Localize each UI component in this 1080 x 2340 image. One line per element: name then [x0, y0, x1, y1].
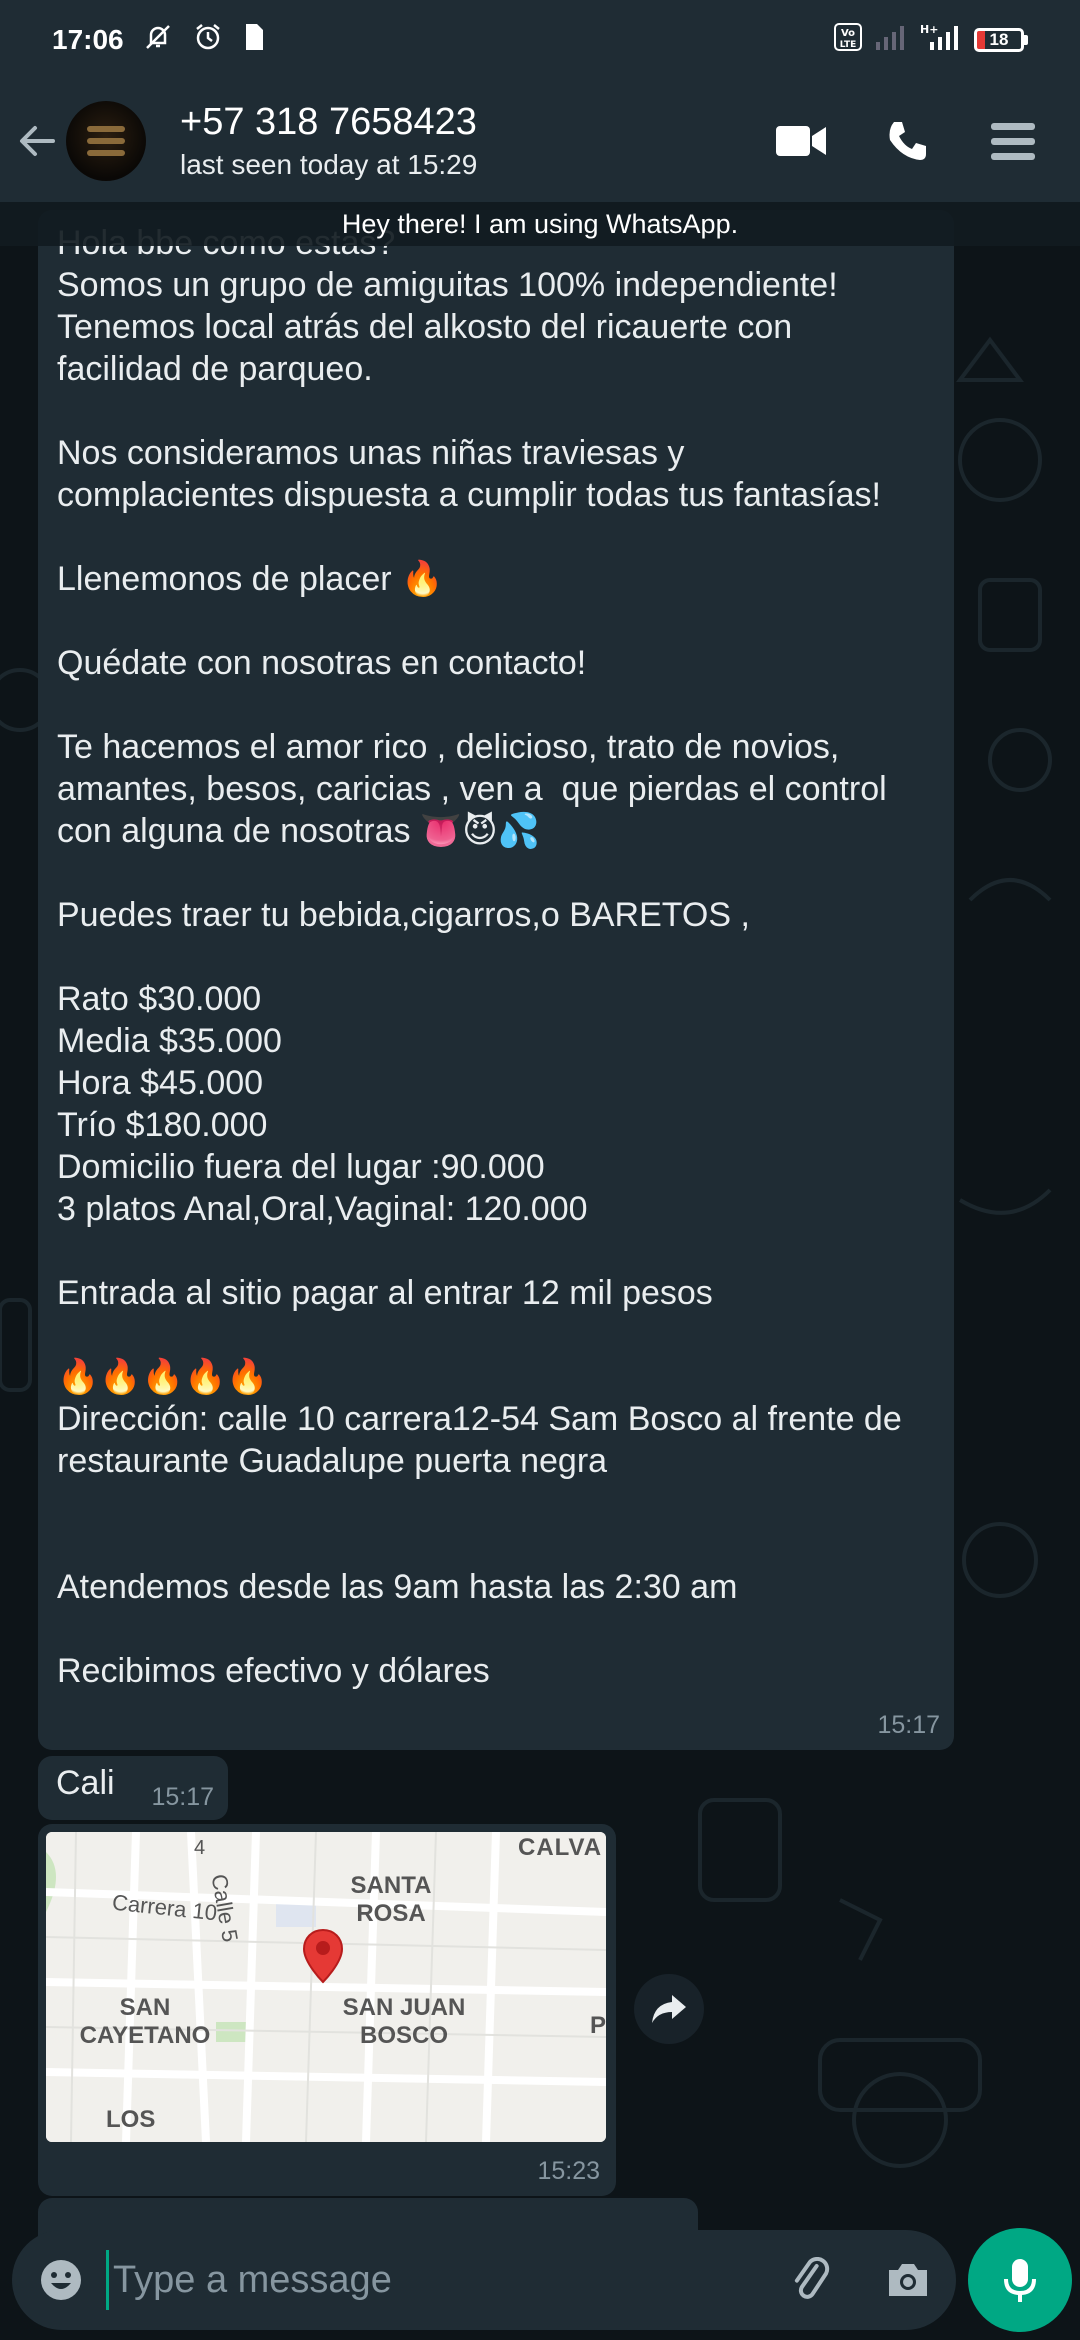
emoji-icon	[38, 2257, 84, 2303]
mic-icon	[1003, 2257, 1037, 2303]
message-text: Cali	[56, 1764, 115, 1802]
map-pin-icon	[302, 1928, 344, 1984]
menu-icon	[991, 121, 1035, 161]
message-line: Media $35.000	[57, 1022, 282, 1060]
message-line	[57, 1524, 936, 1566]
message-line: Trío $180.000	[57, 1106, 268, 1144]
map-label: SAN CAYETANO	[79, 1994, 211, 2049]
message-line: Domicilio fuera del lugar :90.000	[57, 1148, 545, 1186]
message-line: Dirección: calle 10 carrera12-54 Sam Bosco al frente de	[57, 1400, 902, 1438]
message-line: Entrada al sitio pagar al entrar 12 mil pesos	[57, 1274, 713, 1312]
signal-strength-hplus-icon	[920, 22, 962, 59]
camera-icon	[885, 2260, 931, 2300]
contact-about-banner: Hey there! I am using WhatsApp.	[0, 202, 1080, 246]
battery-level: 18	[989, 30, 1009, 49]
message-line: amantes, besos, caricias , ven a que pierdas el control	[57, 770, 887, 808]
message-line	[57, 1482, 936, 1524]
incoming-message-bubble[interactable]	[38, 1756, 228, 1820]
sim-card-icon	[242, 22, 266, 59]
map-streets	[46, 1832, 606, 2142]
map-label: CALVA	[518, 1834, 603, 1861]
mic-button[interactable]	[968, 2228, 1072, 2332]
message-line	[57, 936, 936, 978]
message-time: 15:23	[537, 2157, 600, 2185]
incoming-message-bubble[interactable]	[38, 210, 954, 1750]
back-button[interactable]	[4, 101, 70, 181]
status-time: 17:06	[52, 24, 124, 55]
message-line: restaurante Guadalupe puerta negra	[57, 1442, 608, 1480]
svg-text:LTE: LTE	[839, 39, 857, 50]
message-line	[57, 516, 936, 558]
phone-icon	[885, 119, 929, 163]
message-line: facilidad de parqueo.	[57, 350, 373, 388]
contact-name: +57 318 7658423	[180, 101, 477, 143]
svg-text:H+: H+	[920, 22, 939, 36]
message-line: Atendemos desde las 9am hasta las 2:30 am	[57, 1568, 738, 1606]
map-label: Carrera 10	[111, 1889, 219, 1926]
message-line: con alguna de nosotras 👅😈💦	[57, 812, 541, 850]
message-line: Somos un grupo de amiguitas 100% independiente!	[57, 266, 838, 304]
message-line: complacientes dispuesta a cumplir todas tus fantasías!	[57, 476, 881, 514]
video-call-icon	[776, 124, 826, 158]
video-call-button[interactable]	[748, 91, 854, 191]
map-label: SANTA ROSA	[350, 1872, 432, 1927]
attach-button[interactable]	[764, 2230, 860, 2330]
contact-avatar[interactable]	[66, 101, 146, 181]
map-label: 4	[194, 1837, 206, 1859]
message-line: Tenemos local atrás del alkosto del ricauerte con	[57, 308, 793, 346]
map-label: SAN JUAN BOSCO	[342, 1994, 466, 2049]
message-line: Llenemonos de placer 🔥	[57, 560, 444, 598]
message-line	[57, 1608, 936, 1650]
message-line	[57, 1314, 936, 1356]
message-line	[57, 390, 936, 432]
message-line: Te hacemos el amor rico , delicioso, trato de novios,	[57, 728, 840, 766]
camera-button[interactable]	[860, 2230, 956, 2330]
message-composer	[12, 2230, 956, 2330]
forward-icon	[650, 1993, 688, 2025]
map-label: Calle 5	[206, 1872, 243, 1944]
alarm-icon	[192, 21, 224, 60]
chat-header	[0, 80, 1080, 202]
message-line: 3 platos Anal,Oral,Vaginal: 120.000	[57, 1190, 588, 1228]
location-message-bubble[interactable]	[38, 1824, 616, 2196]
message-input[interactable]	[106, 2250, 764, 2310]
message-line: Puedes traer tu bebida,cigarros,o BARETOS ,	[57, 896, 750, 934]
message-line: 🔥🔥🔥🔥🔥	[57, 1358, 269, 1396]
message-line: Recibimos efectivo y dólares	[57, 1652, 490, 1690]
paperclip-icon	[789, 2257, 835, 2303]
contact-last-seen: last seen today at 15:29	[180, 149, 478, 180]
message-time: 15:17	[877, 1711, 940, 1739]
message-line: Rato $30.000	[57, 980, 262, 1018]
svg-text:Vo: Vo	[840, 27, 856, 39]
message-line: Quédate con nosotras en contacto!	[57, 644, 587, 682]
map-label: LOS	[106, 2106, 156, 2133]
volte-icon	[834, 22, 862, 59]
message-line: Nos consideramos unas niñas traviesas y	[57, 434, 685, 472]
signal-strength-icon	[874, 22, 908, 59]
status-bar	[0, 0, 1080, 80]
menu-button[interactable]	[960, 91, 1066, 191]
battery-icon	[974, 28, 1028, 52]
location-map-preview[interactable]	[46, 1832, 606, 2142]
emoji-button[interactable]	[16, 2230, 106, 2330]
voice-call-button[interactable]	[854, 91, 960, 191]
message-line	[57, 1230, 936, 1272]
mute-notifications-icon	[142, 21, 174, 60]
message-line: Hora $45.000	[57, 1064, 264, 1102]
message-line	[57, 852, 936, 894]
message-time: 15:17	[151, 1783, 214, 1811]
contact-info[interactable]	[180, 99, 748, 183]
message-line	[57, 600, 936, 642]
message-line	[57, 684, 936, 726]
message-text	[57, 222, 936, 1692]
map-label: P	[590, 2012, 606, 2039]
back-arrow-icon	[17, 121, 57, 161]
forward-button[interactable]	[634, 1974, 704, 2044]
